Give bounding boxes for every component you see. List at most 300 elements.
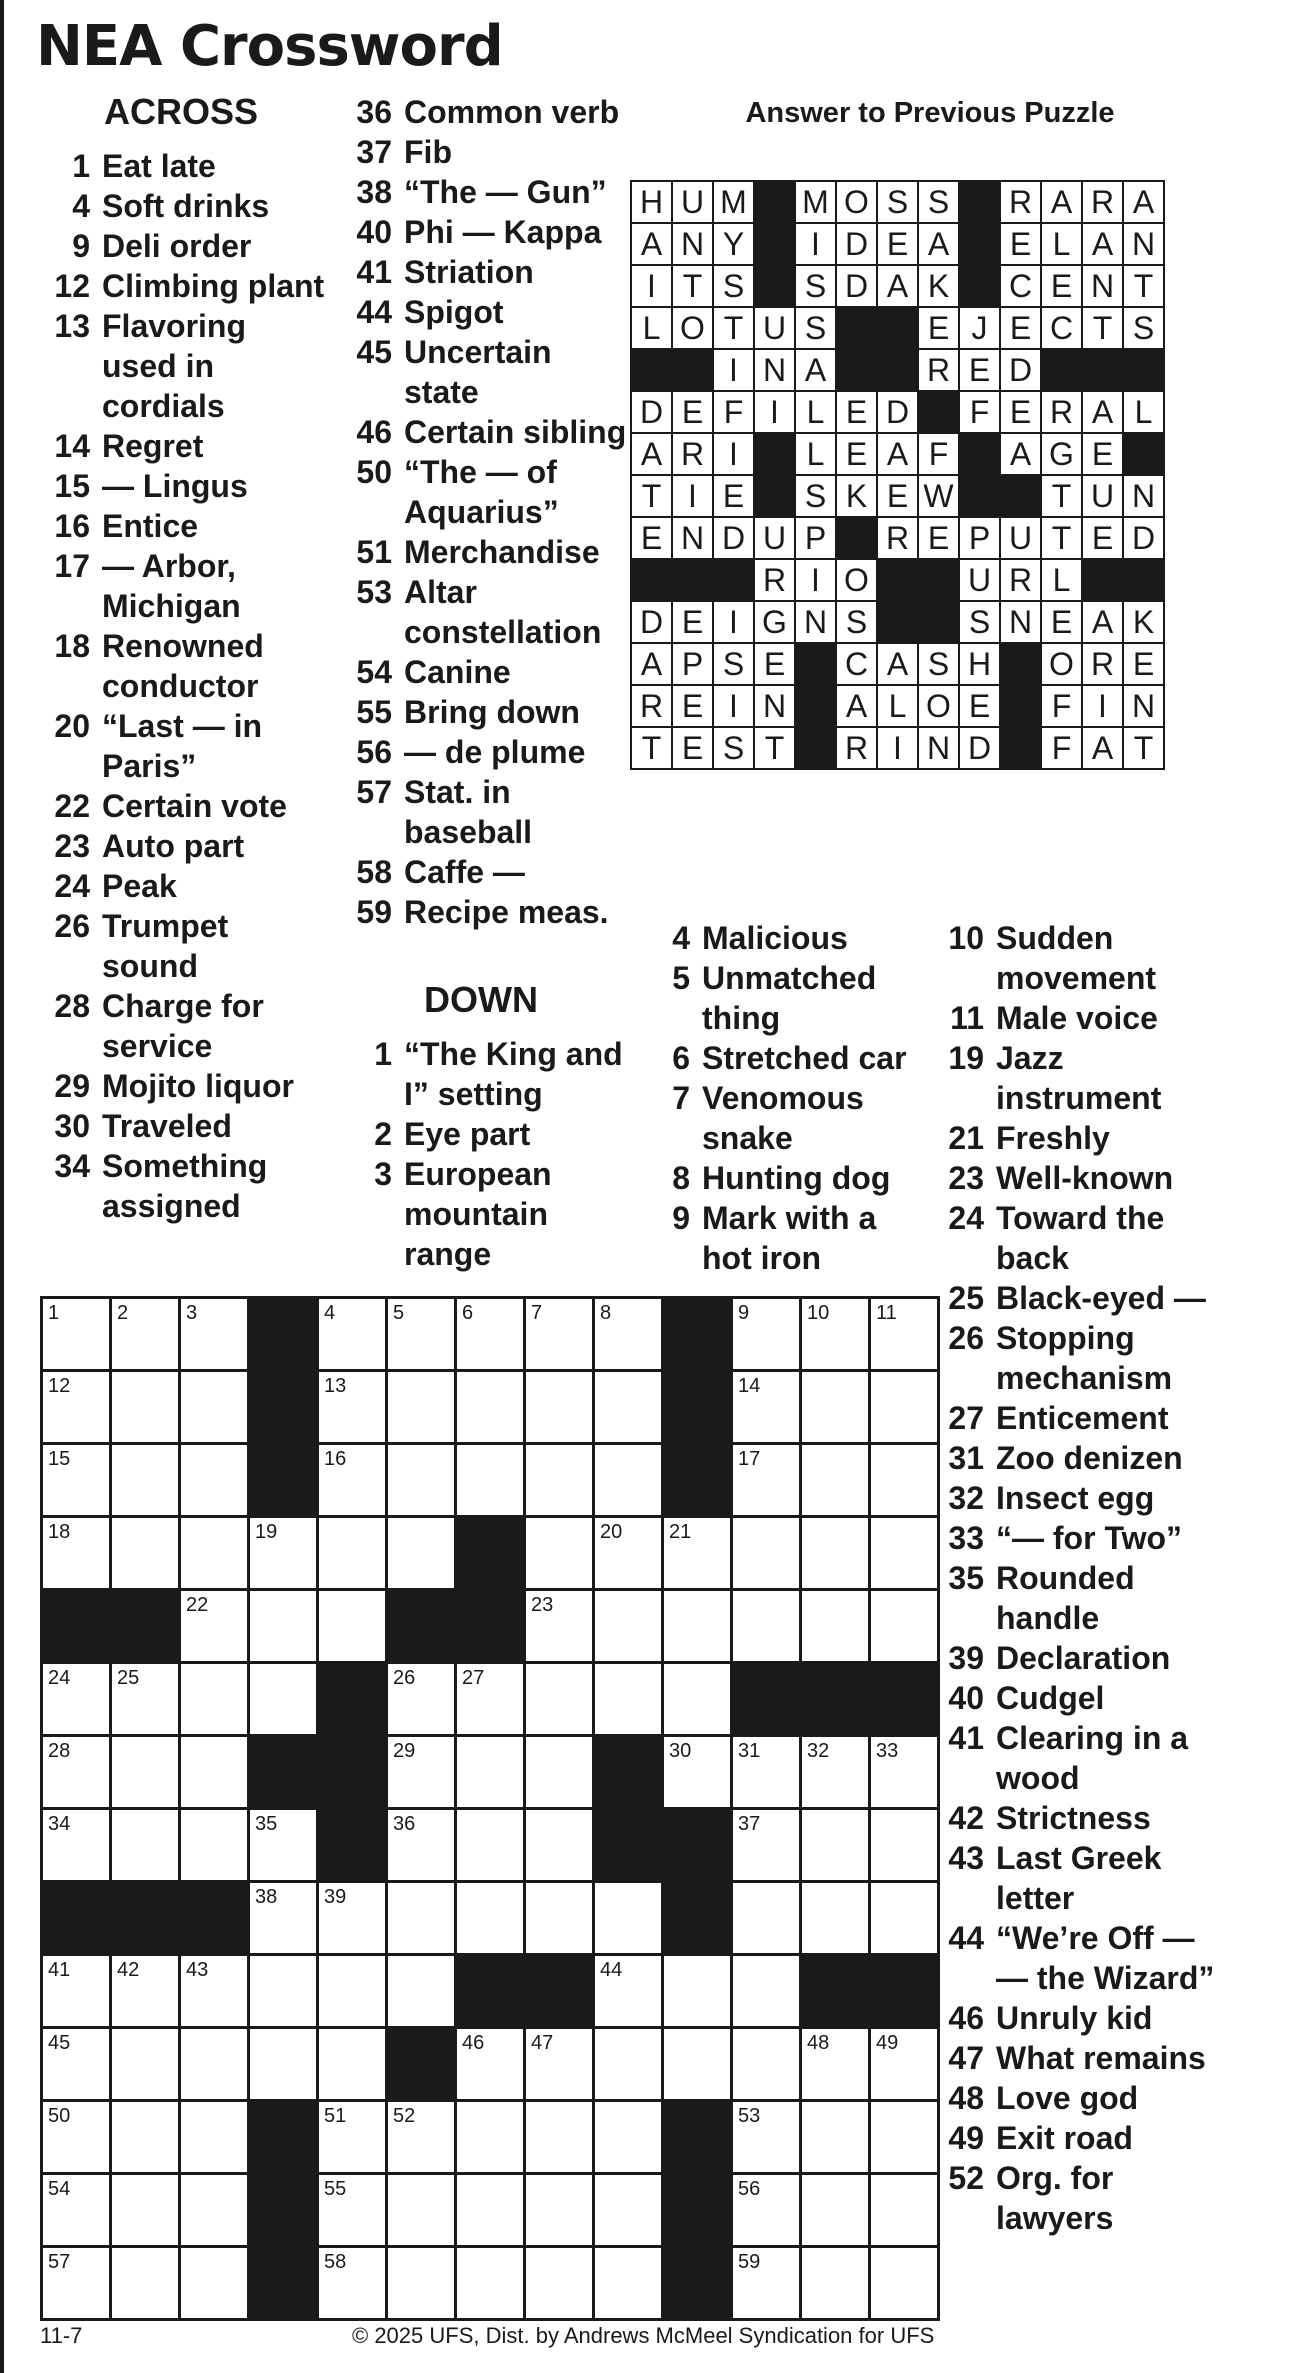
entry-square[interactable] (457, 1299, 523, 1369)
entry-square[interactable] (664, 1956, 730, 2026)
entry-square[interactable] (802, 2175, 868, 2245)
entry-square[interactable] (388, 1737, 454, 1807)
down-clue (930, 1518, 1220, 1558)
footer-date: 11-7 (40, 2323, 83, 2348)
answer-black-square (1083, 350, 1122, 390)
entry-square[interactable] (43, 2102, 109, 2172)
entry-square[interactable] (250, 2029, 316, 2099)
down-clue (930, 1678, 1220, 1718)
square-number: 42 (117, 1959, 140, 1981)
entry-square[interactable] (871, 1299, 937, 1369)
entry-square[interactable] (388, 1518, 454, 1588)
square-number: 3 (186, 1302, 198, 1324)
answer-letter-cell: A (632, 644, 671, 684)
answer-letter-cell: N (755, 686, 794, 726)
clue-text: “We’re Off — — the Wizard” (996, 1920, 1215, 1996)
clue-text: Uncertain state (404, 334, 552, 410)
clue-number: 43 (948, 1840, 984, 1876)
entry-square[interactable] (457, 1810, 523, 1880)
entry-square[interactable] (319, 1518, 385, 1588)
answer-letter-cell: N (673, 518, 712, 558)
entry-square[interactable] (457, 2175, 523, 2245)
down-clue (930, 1478, 1220, 1518)
down-clue (636, 1198, 926, 1278)
entry-square[interactable] (319, 1445, 385, 1515)
square-number: 35 (255, 1813, 278, 1835)
down-clue (636, 1158, 926, 1198)
entry-square[interactable] (43, 1299, 109, 1369)
answer-black-square (755, 266, 794, 306)
answer-black-square (632, 560, 671, 600)
answer-letter-cell: D (632, 392, 671, 432)
entry-square[interactable] (112, 1445, 178, 1515)
answer-letter-cell: F (960, 392, 999, 432)
across-clues-column-2 (338, 92, 628, 932)
clue-number: 4 (72, 188, 90, 224)
answer-letter-cell: F (1042, 728, 1081, 768)
entry-square[interactable] (526, 1518, 592, 1588)
entry-square[interactable] (664, 2029, 730, 2099)
entry-square[interactable] (250, 1591, 316, 1661)
answer-black-square (1001, 728, 1040, 768)
entry-square[interactable] (43, 1445, 109, 1515)
entry-square[interactable] (181, 2175, 247, 2245)
entry-square[interactable] (457, 2248, 523, 2318)
down-clue (636, 958, 926, 1038)
answer-letter-cell: L (1042, 560, 1081, 600)
entry-square[interactable] (181, 1372, 247, 1442)
entry-square[interactable] (319, 2248, 385, 2318)
clue-text: Certain sibling (404, 414, 627, 450)
entry-square[interactable] (388, 1372, 454, 1442)
entry-square[interactable] (457, 1883, 523, 1953)
clue-number: 26 (54, 908, 90, 944)
across-clue (36, 626, 326, 706)
entry-square[interactable] (388, 2102, 454, 2172)
answer-black-square (673, 560, 712, 600)
answer-black-square (960, 434, 999, 474)
entry-square[interactable] (595, 1372, 661, 1442)
entry-square[interactable] (112, 1518, 178, 1588)
entry-square[interactable] (871, 1372, 937, 1442)
answer-black-square (919, 560, 958, 600)
answer-letter-cell: W (919, 476, 958, 516)
entry-square[interactable] (319, 1299, 385, 1369)
clue-number: 59 (356, 894, 392, 930)
entry-square[interactable] (388, 1299, 454, 1369)
clue-number: 41 (948, 1720, 984, 1756)
entry-square[interactable] (112, 1956, 178, 2026)
clue-number: 3 (374, 1156, 392, 1192)
across-heading: ACROSS (104, 91, 259, 132)
clue-number: 50 (356, 454, 392, 490)
down-clues-column-2 (636, 918, 926, 1278)
entry-square[interactable] (802, 1445, 868, 1515)
square-number: 36 (393, 1813, 416, 1835)
entry-square[interactable] (319, 1956, 385, 2026)
clue-text: Fib (404, 134, 452, 170)
across-clue (338, 252, 628, 292)
entry-square[interactable] (733, 1956, 799, 2026)
entry-square[interactable] (43, 1810, 109, 1880)
answer-letter-cell: I (1083, 686, 1122, 726)
entry-square[interactable] (871, 1591, 937, 1661)
down-clue (930, 998, 1220, 1038)
down-clue (930, 2118, 1220, 2158)
entry-square[interactable] (526, 1445, 592, 1515)
entry-square[interactable] (802, 2248, 868, 2318)
entry-square[interactable] (457, 1372, 523, 1442)
entry-square[interactable] (43, 2248, 109, 2318)
clue-text: Zoo denizen (996, 1440, 1183, 1476)
clue-text: “Last — in Paris” (102, 708, 263, 784)
entry-square[interactable] (181, 1445, 247, 1515)
answer-letter-cell: T (1042, 518, 1081, 558)
clue-text: Mark with a hot iron (702, 1200, 877, 1276)
clue-number: 56 (356, 734, 392, 770)
answer-letter-cell: D (837, 266, 876, 306)
square-number: 21 (669, 1521, 692, 1543)
entry-square[interactable] (595, 2175, 661, 2245)
clue-number: 30 (54, 1108, 90, 1144)
answer-letter-cell: I (632, 266, 671, 306)
across-clue (36, 1106, 326, 1146)
entry-square[interactable] (43, 1664, 109, 1734)
entry-square[interactable] (388, 1664, 454, 1734)
black-square (250, 1445, 316, 1515)
entry-square[interactable] (526, 1299, 592, 1369)
entry-square[interactable] (112, 1737, 178, 1807)
clue-text: Mojito liquor (102, 1068, 294, 1104)
entry-square[interactable] (526, 2248, 592, 2318)
entry-square[interactable] (733, 1518, 799, 1588)
entry-square[interactable] (181, 1956, 247, 2026)
down-clue (636, 1038, 926, 1078)
entry-square[interactable] (871, 1883, 937, 1953)
black-square (595, 1737, 661, 1807)
entry-square[interactable] (181, 1664, 247, 1734)
entry-square[interactable] (595, 1445, 661, 1515)
black-square (112, 1883, 178, 1953)
square-number: 2 (117, 1302, 129, 1324)
clue-number: 20 (54, 708, 90, 744)
entry-square[interactable] (871, 1445, 937, 1515)
entry-square[interactable] (595, 1299, 661, 1369)
entry-square[interactable] (112, 2248, 178, 2318)
answer-letter-cell: T (755, 728, 794, 768)
answer-letter-cell: S (714, 266, 753, 306)
entry-square[interactable] (733, 1299, 799, 1369)
entry-square[interactable] (457, 2029, 523, 2099)
entry-square[interactable] (664, 1591, 730, 1661)
entry-square[interactable] (733, 2175, 799, 2245)
answer-letter-cell: A (632, 224, 671, 264)
clue-number: 16 (54, 508, 90, 544)
entry-square[interactable] (802, 1883, 868, 1953)
answer-letter-cell: E (673, 602, 712, 642)
entry-square[interactable] (526, 2175, 592, 2245)
answer-letter-cell: I (714, 602, 753, 642)
entry-square[interactable] (595, 2102, 661, 2172)
across-clue (36, 1066, 326, 1106)
entry-square[interactable] (388, 2248, 454, 2318)
square-number: 26 (393, 1667, 416, 1689)
entry-square[interactable] (664, 1737, 730, 1807)
entry-square[interactable] (319, 1372, 385, 1442)
clue-text: Black-eyed — (996, 1280, 1206, 1316)
entry-square[interactable] (181, 1810, 247, 1880)
square-number: 7 (531, 1302, 543, 1324)
square-number: 38 (255, 1886, 278, 1908)
down-clue (930, 1558, 1220, 1638)
entry-square[interactable] (112, 1372, 178, 1442)
answer-letter-cell: E (673, 686, 712, 726)
entry-square[interactable] (43, 1518, 109, 1588)
black-square (250, 2175, 316, 2245)
answer-black-square (755, 224, 794, 264)
square-number: 46 (462, 2032, 485, 2054)
entry-square[interactable] (319, 2102, 385, 2172)
answer-letter-cell: P (796, 518, 835, 558)
answer-black-square (632, 350, 671, 390)
entry-square[interactable] (457, 1664, 523, 1734)
clue-text: Love god (996, 2080, 1139, 2116)
entry-square[interactable] (250, 1883, 316, 1953)
entry-square[interactable] (871, 1810, 937, 1880)
entry-square[interactable] (112, 1664, 178, 1734)
entry-square[interactable] (43, 1372, 109, 1442)
entry-square[interactable] (733, 2102, 799, 2172)
entry-square[interactable] (526, 1591, 592, 1661)
answer-letter-cell: S (837, 602, 876, 642)
across-clue (36, 906, 326, 986)
clue-text: Hunting dog (702, 1160, 891, 1196)
answer-letter-cell: N (1083, 266, 1122, 306)
entry-square[interactable] (388, 1810, 454, 1880)
answer-black-square (673, 350, 712, 390)
clue-text: “— for Two” (996, 1520, 1183, 1556)
across-clue (36, 226, 326, 266)
entry-square[interactable] (595, 1664, 661, 1734)
answer-letter-cell: R (755, 560, 794, 600)
entry-square[interactable] (457, 1445, 523, 1515)
entry-square[interactable] (802, 1299, 868, 1369)
clue-text: — de plume (404, 734, 586, 770)
entry-square[interactable] (733, 1883, 799, 1953)
answer-letter-cell: H (960, 644, 999, 684)
clue-number: 9 (72, 228, 90, 264)
entry-square[interactable] (802, 1518, 868, 1588)
answer-letter-cell: S (796, 308, 835, 348)
entry-square[interactable] (871, 2029, 937, 2099)
entry-square[interactable] (181, 1299, 247, 1369)
square-number: 54 (48, 2178, 71, 2200)
entry-square[interactable] (181, 1737, 247, 1807)
entry-square[interactable] (43, 1737, 109, 1807)
entry-square[interactable] (112, 2102, 178, 2172)
black-square (457, 1518, 523, 1588)
entry-square[interactable] (388, 2175, 454, 2245)
answer-letter-cell: L (878, 686, 917, 726)
entry-square[interactable] (43, 1956, 109, 2026)
entry-square[interactable] (388, 1883, 454, 1953)
square-number: 10 (807, 1302, 830, 1324)
across-clue (338, 772, 628, 852)
entry-square[interactable] (526, 2029, 592, 2099)
down-clue (930, 1318, 1220, 1398)
clue-number: 19 (948, 1040, 984, 1076)
black-square (250, 1372, 316, 1442)
black-square (319, 1737, 385, 1807)
square-number: 39 (324, 1886, 347, 1908)
clue-number: 26 (948, 1320, 984, 1356)
entry-square[interactable] (802, 1372, 868, 1442)
entry-square[interactable] (112, 1299, 178, 1369)
entry-square[interactable] (319, 1883, 385, 1953)
entry-square[interactable] (181, 1591, 247, 1661)
entry-square[interactable] (733, 1810, 799, 1880)
answer-letter-cell: M (796, 182, 835, 222)
entry-square[interactable] (457, 2102, 523, 2172)
answer-letter-cell: O (1042, 644, 1081, 684)
square-number: 34 (48, 1813, 71, 1835)
entry-square[interactable] (388, 1445, 454, 1515)
clue-text: Eat late (102, 148, 216, 184)
clue-number: 27 (948, 1400, 984, 1436)
entry-square[interactable] (181, 2248, 247, 2318)
entry-square[interactable] (319, 2029, 385, 2099)
entry-square[interactable] (457, 1737, 523, 1807)
answer-letter-cell: I (673, 476, 712, 516)
answer-letter-cell: E (878, 224, 917, 264)
entry-square[interactable] (595, 2248, 661, 2318)
entry-square[interactable] (250, 1518, 316, 1588)
answer-black-square (796, 644, 835, 684)
entry-square[interactable] (319, 1591, 385, 1661)
entry-square[interactable] (733, 1591, 799, 1661)
clue-text: Bring down (404, 694, 580, 730)
entry-square[interactable] (733, 1737, 799, 1807)
answer-black-square (878, 350, 917, 390)
entry-square[interactable] (112, 2175, 178, 2245)
entry-square[interactable] (526, 1737, 592, 1807)
entry-square[interactable] (802, 2102, 868, 2172)
entry-square[interactable] (526, 1883, 592, 1953)
black-square (802, 1956, 868, 2026)
across-clue (36, 1146, 326, 1226)
answer-letter-cell: R (1083, 182, 1122, 222)
entry-square[interactable] (112, 1810, 178, 1880)
answer-letter-cell: U (755, 308, 794, 348)
entry-square[interactable] (319, 2175, 385, 2245)
clue-text: Unmatched thing (702, 960, 877, 1036)
entry-square[interactable] (181, 2102, 247, 2172)
across-clue (338, 92, 628, 132)
clue-number: 28 (54, 988, 90, 1024)
clue-number: 13 (54, 308, 90, 344)
clue-text: Jazz instrument (996, 1040, 1162, 1116)
clue-number: 40 (948, 1680, 984, 1716)
square-number: 49 (876, 2032, 899, 2054)
entry-square[interactable] (388, 1956, 454, 2026)
entry-square[interactable] (181, 1518, 247, 1588)
entry-square[interactable] (733, 1445, 799, 1515)
answer-black-square (919, 602, 958, 642)
entry-square[interactable] (250, 1956, 316, 2026)
square-number: 15 (48, 1448, 71, 1470)
entry-square[interactable] (733, 2029, 799, 2099)
down-clue (930, 2078, 1220, 2118)
square-number: 33 (876, 1740, 899, 1762)
across-clue (36, 266, 326, 306)
answer-letter-cell: A (632, 434, 671, 474)
answer-letter-cell: D (714, 518, 753, 558)
entry-square[interactable] (595, 1518, 661, 1588)
entry-square[interactable] (43, 2029, 109, 2099)
entry-square[interactable] (733, 1372, 799, 1442)
black-square (112, 1591, 178, 1661)
entry-square[interactable] (664, 1664, 730, 1734)
entry-square[interactable] (802, 1810, 868, 1880)
entry-square[interactable] (802, 1591, 868, 1661)
clue-number: 35 (948, 1560, 984, 1596)
entry-square[interactable] (871, 2102, 937, 2172)
down-clue (930, 1638, 1220, 1678)
clue-number: 44 (356, 294, 392, 330)
answer-letter-cell: P (673, 644, 712, 684)
answer-letter-cell: E (837, 392, 876, 432)
entry-square[interactable] (526, 1810, 592, 1880)
entry-square[interactable] (43, 2175, 109, 2245)
entry-square[interactable] (526, 1664, 592, 1734)
square-number: 30 (669, 1740, 692, 1762)
across-clue (338, 132, 628, 172)
entry-square[interactable] (871, 1518, 937, 1588)
entry-square[interactable] (526, 1372, 592, 1442)
entry-square[interactable] (595, 1591, 661, 1661)
clue-text: Strictness (996, 1800, 1151, 1836)
answer-letter-cell: U (1083, 476, 1122, 516)
entry-square[interactable] (733, 2248, 799, 2318)
square-number: 51 (324, 2105, 347, 2127)
clue-text: Charge for service (102, 988, 264, 1064)
entry-square[interactable] (250, 1810, 316, 1880)
entry-square[interactable] (595, 1956, 661, 2026)
entry-square[interactable] (871, 2248, 937, 2318)
entry-square[interactable] (871, 2175, 937, 2245)
entry-square[interactable] (802, 1737, 868, 1807)
entry-square[interactable] (181, 2029, 247, 2099)
answer-letter-cell: E (1001, 392, 1040, 432)
entry-square[interactable] (250, 1664, 316, 1734)
entry-square[interactable] (112, 2029, 178, 2099)
answer-black-square (960, 182, 999, 222)
square-number: 43 (186, 1959, 209, 1981)
entry-square[interactable] (664, 1518, 730, 1588)
across-clue (338, 412, 628, 452)
clue-number: 36 (356, 94, 392, 130)
entry-square[interactable] (526, 2102, 592, 2172)
entry-square[interactable] (871, 1737, 937, 1807)
entry-square[interactable] (595, 1883, 661, 1953)
entry-square[interactable] (595, 2029, 661, 2099)
answer-letter-cell: I (796, 560, 835, 600)
clue-number: 39 (948, 1640, 984, 1676)
answer-letter-cell: A (878, 434, 917, 474)
answer-grid (630, 180, 1165, 770)
entry-square[interactable] (802, 2029, 868, 2099)
square-number: 19 (255, 1521, 278, 1543)
